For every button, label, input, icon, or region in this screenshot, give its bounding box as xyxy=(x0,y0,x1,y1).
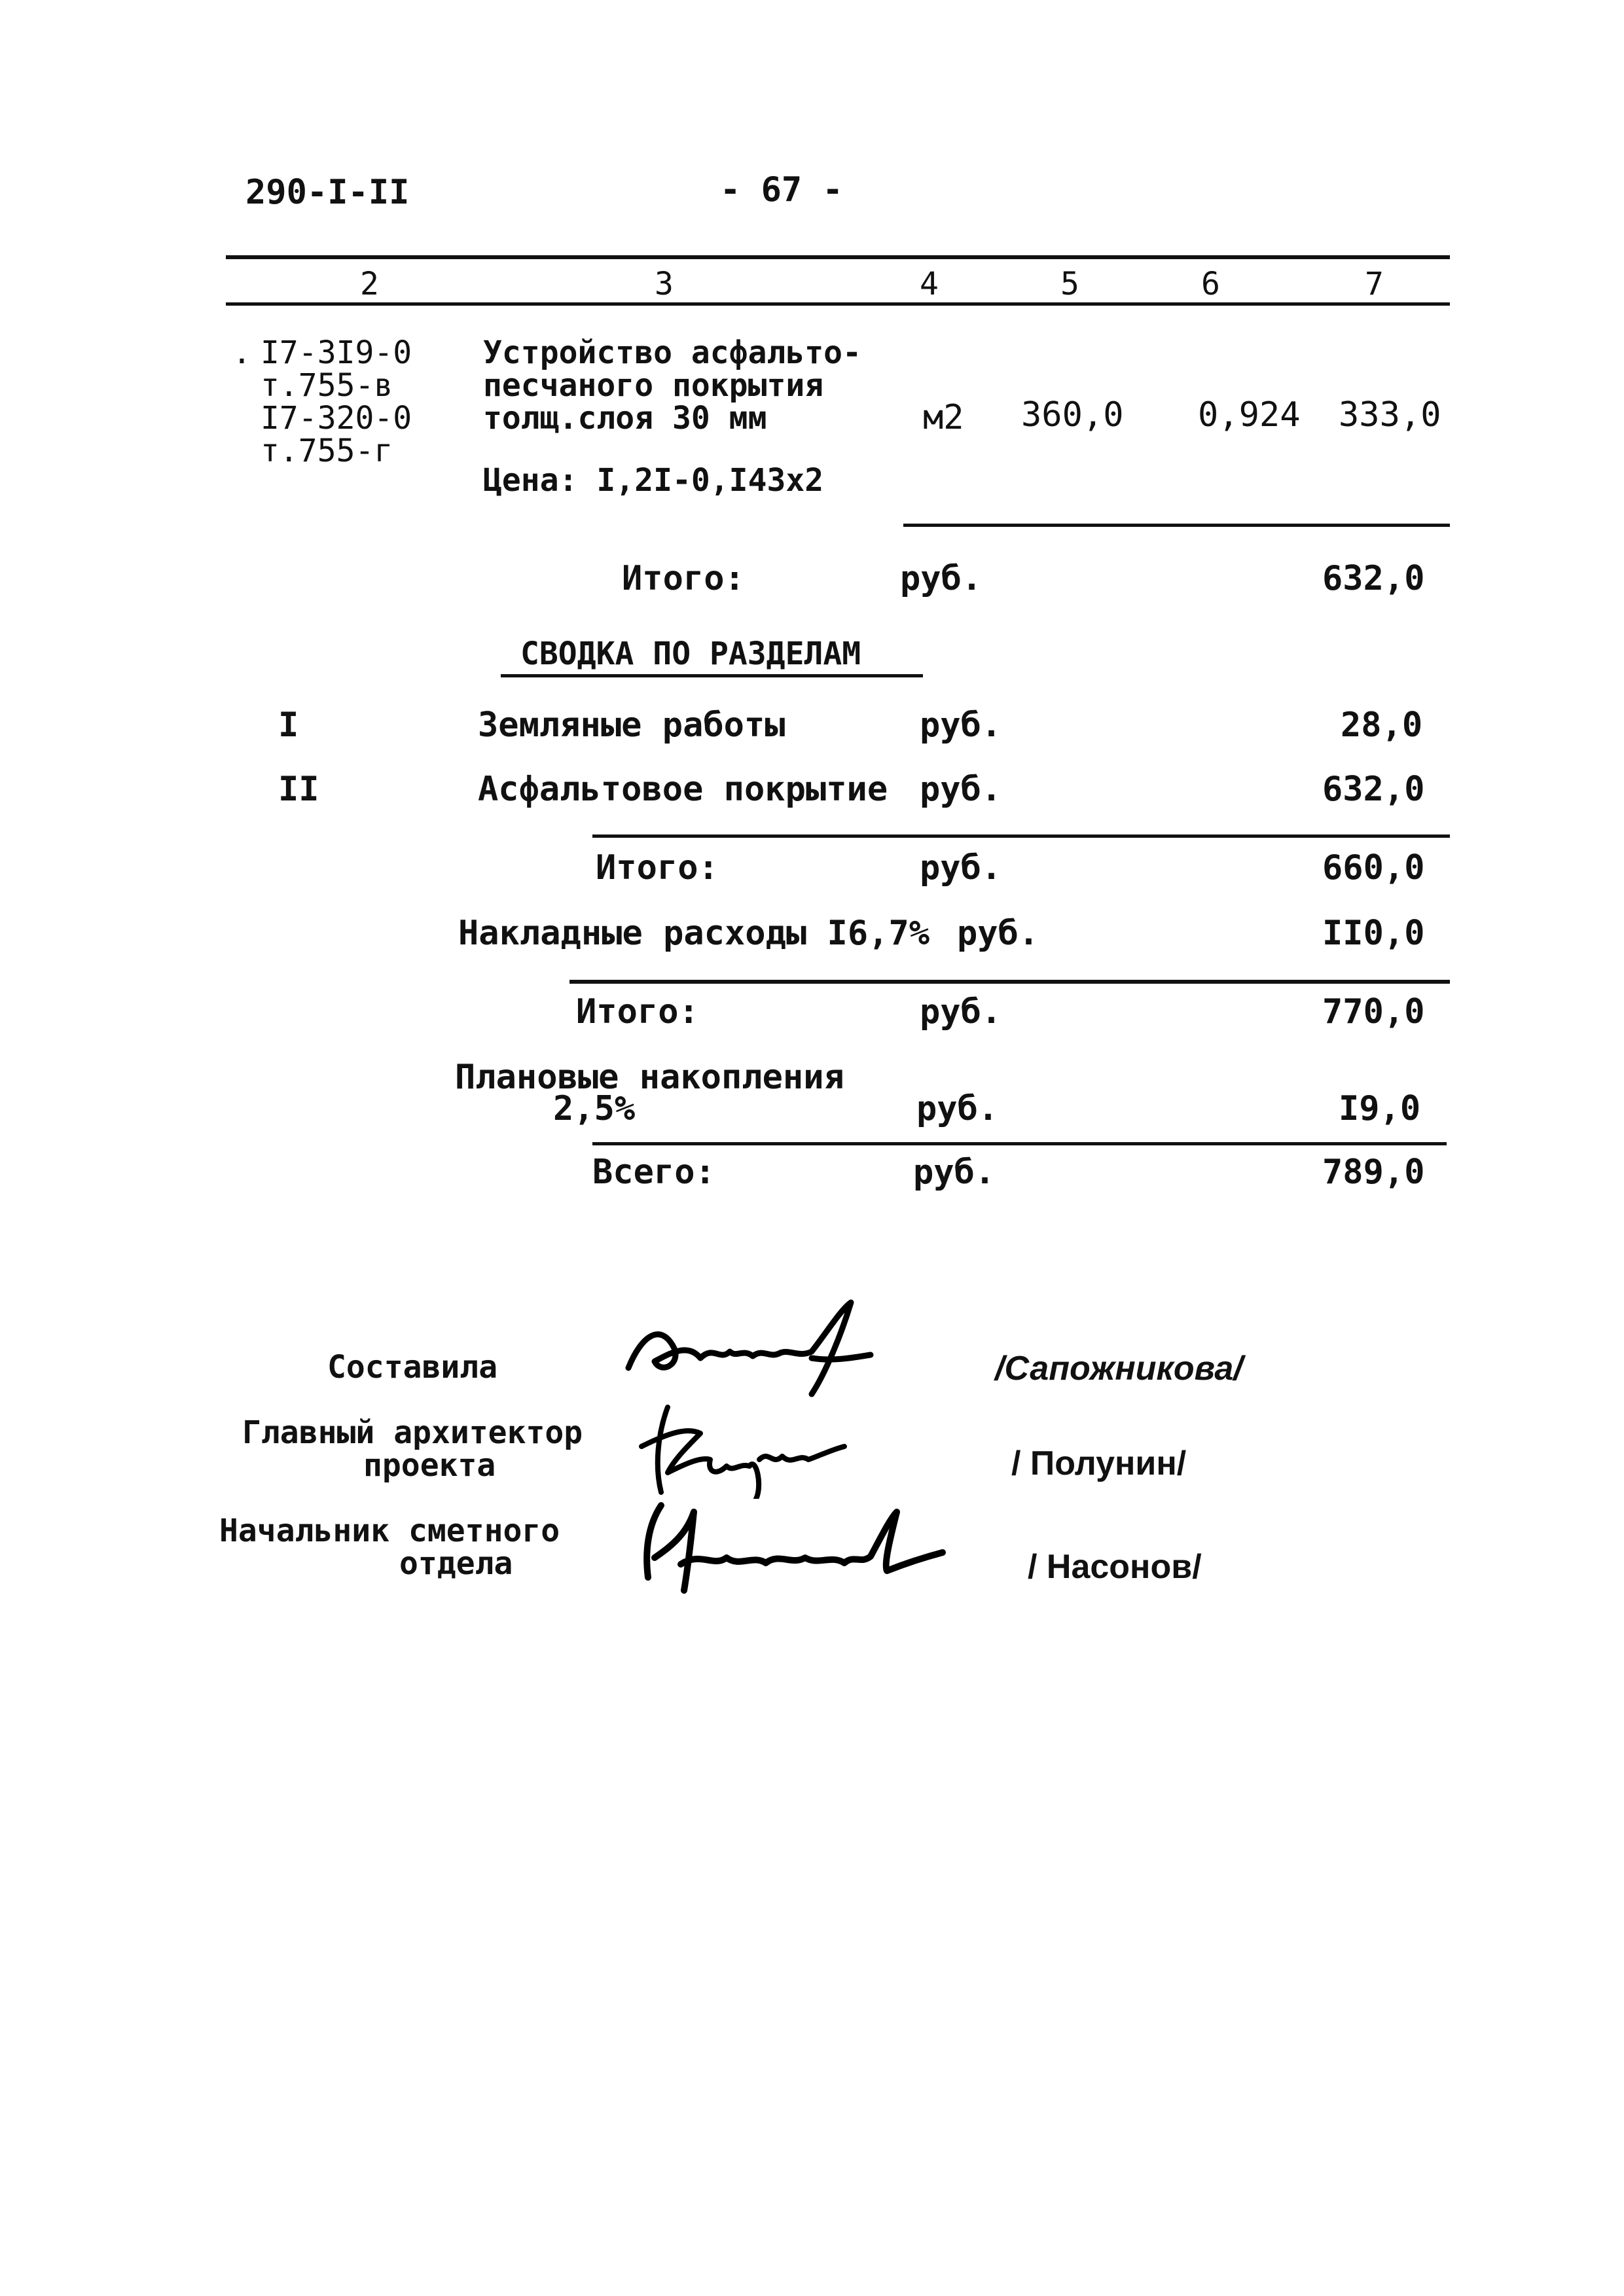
planned-percent: 2,5% xyxy=(553,1089,636,1128)
planned-value: I9,0 xyxy=(1339,1089,1421,1128)
item-bullet: . xyxy=(232,334,251,371)
total1-unit: руб. xyxy=(920,848,1002,888)
grand-total-rule xyxy=(592,1142,1447,1145)
grand-total-unit: руб. xyxy=(913,1153,996,1192)
signature-role: Начальник сметного xyxy=(219,1513,560,1549)
signature-role: отдела xyxy=(399,1545,513,1582)
column-header-4: 4 xyxy=(920,266,939,302)
item-description: Устройство асфальто- xyxy=(483,334,861,371)
item-code: I7-3I9-0 xyxy=(261,334,412,371)
signature-role: проекта xyxy=(363,1447,496,1484)
section-value: 632,0 xyxy=(1322,770,1425,809)
handwritten-signature-2 xyxy=(628,1394,877,1499)
signature-role: Главный архитектор xyxy=(242,1414,583,1451)
subtotal-unit: руб. xyxy=(900,559,983,598)
item-quantity: 360,0 xyxy=(1021,395,1124,435)
item-unit: м2 xyxy=(923,398,964,437)
total2-value: 770,0 xyxy=(1322,992,1425,1031)
item-code: I7-320-0 xyxy=(261,400,412,437)
item-total: 333,0 xyxy=(1339,395,1441,435)
summary-title-underline xyxy=(501,674,923,677)
signature-name: /Сапожникова/ xyxy=(995,1350,1243,1388)
signature-name: / Полунин/ xyxy=(1011,1444,1187,1482)
section-number: I xyxy=(278,706,299,745)
total2-rule xyxy=(569,980,1450,984)
section-number: II xyxy=(278,770,319,809)
total1-value: 660,0 xyxy=(1322,848,1425,888)
item-code: т.755-г xyxy=(261,433,393,469)
item-rule xyxy=(903,524,1450,527)
item-description: толщ.слоя 30 мм xyxy=(483,400,767,437)
column-header-3: 3 xyxy=(655,266,674,302)
section-name: Асфальтовое покрытие xyxy=(478,770,888,809)
table-top-rule xyxy=(226,255,1450,259)
summary-title: СВОДКА ПО РАЗДЕЛАМ xyxy=(520,636,861,672)
overhead-unit: руб. xyxy=(957,914,1039,953)
planned-unit: руб. xyxy=(916,1089,999,1128)
overhead-label: Накладные расходы I6,7% xyxy=(458,914,930,953)
total1-label: Итого: xyxy=(596,848,719,888)
item-unit-cost: 0,924 xyxy=(1198,395,1301,435)
section-unit: руб. xyxy=(920,770,1002,809)
column-header-5: 5 xyxy=(1060,266,1079,302)
section-name: Земляные работы xyxy=(478,706,785,745)
grand-total-label: Всего: xyxy=(592,1153,715,1192)
signature-role: Составила xyxy=(327,1349,498,1386)
grand-total-value: 789,0 xyxy=(1322,1153,1425,1192)
handwritten-signature-1 xyxy=(615,1296,890,1401)
column-header-7: 7 xyxy=(1365,266,1384,302)
item-price: Цена: I,2I-0,I43х2 xyxy=(483,462,824,499)
planned-label: Плановые накопления xyxy=(455,1058,844,1097)
document-code: 290-I-II xyxy=(245,173,410,212)
overhead-value: II0,0 xyxy=(1322,914,1425,953)
total1-rule xyxy=(592,834,1450,838)
total2-label: Итого: xyxy=(576,992,699,1031)
page-number: - 67 - xyxy=(720,170,843,209)
column-header-2: 2 xyxy=(360,266,379,302)
subtotal-value: 632,0 xyxy=(1322,559,1425,598)
handwritten-signature-3 xyxy=(628,1492,969,1597)
table-header-rule xyxy=(226,302,1450,306)
section-unit: руб. xyxy=(920,706,1002,745)
item-code: т.755-в xyxy=(261,367,393,404)
subtotal-label: Итого: xyxy=(622,559,745,598)
section-value: 28,0 xyxy=(1341,706,1423,745)
item-description: песчаного покрытия xyxy=(483,367,824,404)
column-header-6: 6 xyxy=(1201,266,1220,302)
total2-unit: руб. xyxy=(920,992,1002,1031)
signature-name: / Насонов/ xyxy=(1028,1548,1202,1586)
